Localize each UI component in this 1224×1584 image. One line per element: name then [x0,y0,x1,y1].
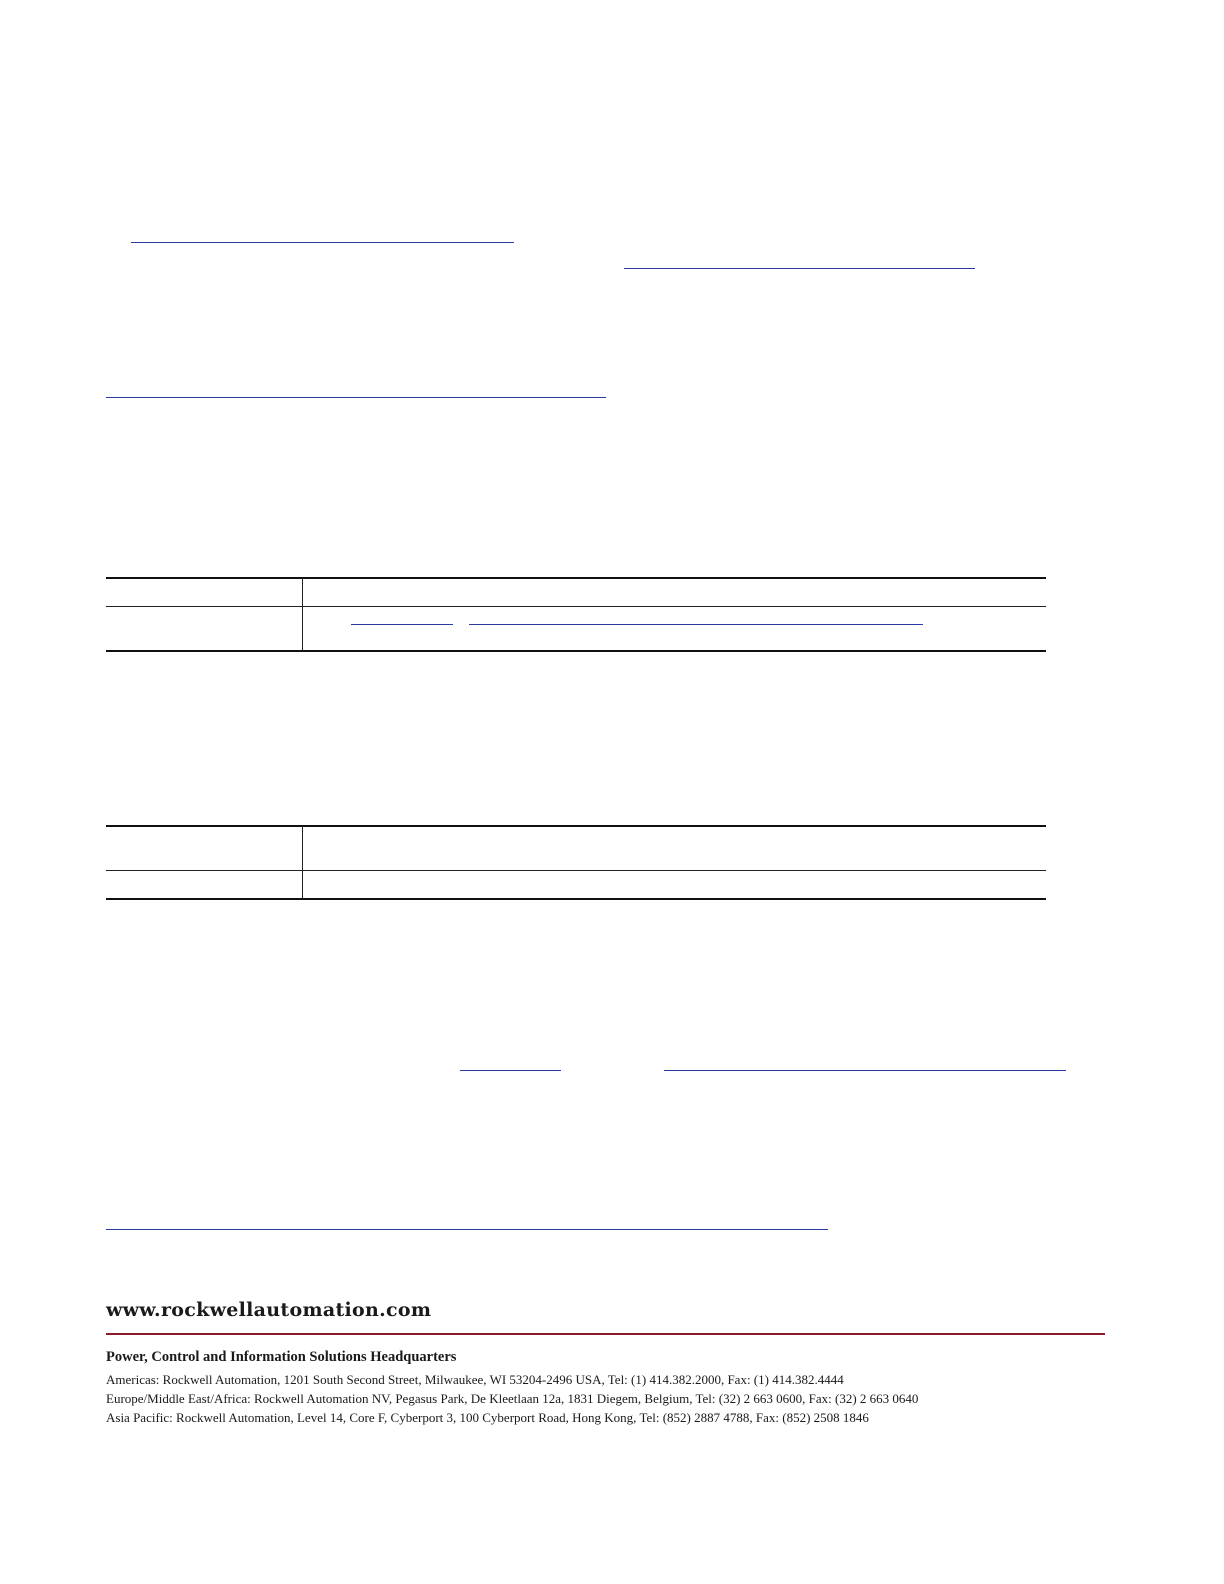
hyperlink-underline-4[interactable] [460,1070,561,1071]
table-1-top-rule [106,577,1046,579]
address-americas: Americas: Rockwell Automation, 1201 South Second Street, Milwaukee, WI 53204-2496 USA, Tel: (1) 414.382.2000, Fax: (1) 414.382.4444 [106,1372,844,1387]
address-emea: Europe/Middle East/Africa: Rockwell Automation NV, Pegasus Park, De Kleetlaan 12a, 1831 Diegem, Belgium, Tel: (32) 2 663 0600, Fax: (32) 2 663 0640 [106,1391,919,1406]
hyperlink-underline-6[interactable] [106,1229,828,1230]
table-1-link-underline-2[interactable] [469,624,923,625]
table-2-top-rule [106,825,1046,827]
table-1-link-underline-1[interactable] [351,624,453,625]
headquarters-title: Power, Control and Information Solutions Headquarters [106,1349,457,1365]
table-2-column-divider [302,826,303,899]
website-url[interactable]: www.rockwellautomation.com [106,1299,432,1321]
table-1-column-divider [302,578,303,651]
address-asia-pacific: Asia Pacific: Rockwell Automation, Level 14, Core F, Cyberport 3, 100 Cyberport Road, Hong Kong, Tel: (852) 2887 4788, Fax: (852) 2508 1846 [106,1410,869,1425]
hyperlink-underline-1[interactable] [131,242,514,243]
hyperlink-underline-2[interactable] [624,268,975,269]
table-1-header-rule [106,606,1046,607]
table-2-header-rule [106,870,1046,871]
footer-divider [106,1333,1105,1335]
table-1-bottom-rule [106,650,1046,652]
table-2-bottom-rule [106,898,1046,900]
hyperlink-underline-5[interactable] [664,1070,1066,1071]
hyperlink-underline-3[interactable] [106,397,606,398]
